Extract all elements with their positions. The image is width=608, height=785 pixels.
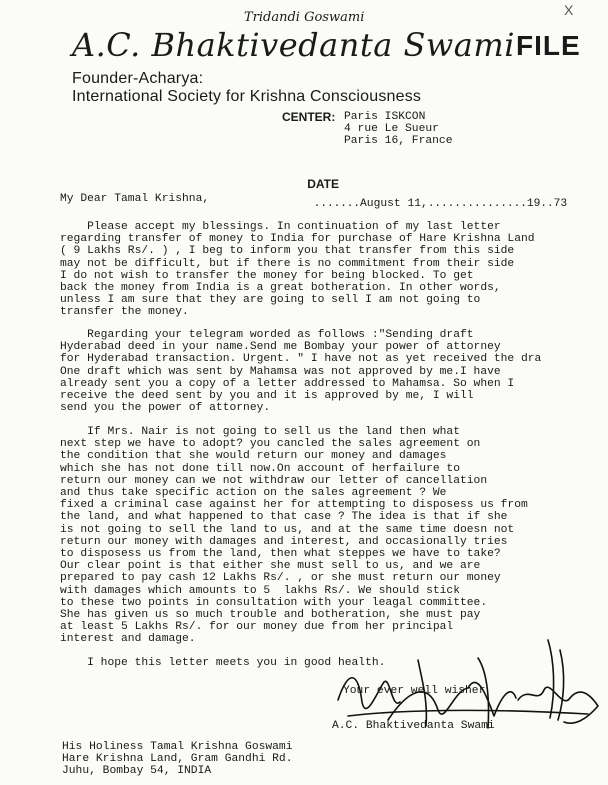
- letter-line: for Hyderabad transaction. Urgent. " I have not as yet received the dra: [60, 353, 542, 366]
- tridandi-title: Tridandi Goswami: [244, 10, 365, 25]
- letter-line: transfer the money.: [60, 306, 189, 319]
- letter-line: to disposess us from the land, then what steppes we have to take?: [60, 548, 501, 561]
- letter-line: return our money can we not withdraw our letter of cancellation: [60, 474, 488, 487]
- letter-line: Our clear point is that either she must sell to us, and we are: [60, 560, 481, 573]
- paragraph-3: [60, 426, 608, 646]
- paragraph-1: [60, 221, 608, 319]
- closing-line: Your ever well wisher: [343, 685, 486, 697]
- letter-line: prepared to pay cash 12 Lakhs Rs/. , or she must return our money: [60, 572, 501, 585]
- date-value: August 11,: [360, 198, 428, 210]
- letter-line: ( 9 Lakhs Rs/. ) , I beg to inform you that transfer from this side: [60, 245, 515, 258]
- date-year-prefix: 19: [526, 198, 541, 210]
- letter-line: Regarding your telegram worded as follows :"Sending draft: [60, 329, 474, 341]
- signature-scribble: [318, 630, 608, 740]
- address-line-3: Juhu, Bombay 54, INDIA: [62, 765, 212, 777]
- founder-acharya: Founder-Acharya:: [72, 70, 204, 87]
- center-label: CENTER:: [282, 110, 336, 124]
- signature-typed: A.C. Bhaktivedanta Swami: [332, 720, 495, 732]
- address-line-2: Hare Krishna Land, Gram Gandhi Rd.: [62, 753, 293, 765]
- society-name: International Society for Krishna Consciousness: [72, 88, 422, 105]
- letter-line: Please accept my blessings. In continuation of my last letter: [60, 221, 501, 233]
- letter-line: receive the deed sent by you and it is approved by me, I will: [60, 390, 474, 403]
- letter-line: send you the power of attorney.: [60, 402, 271, 415]
- address-line-1: His Holiness Tamal Krishna Goswami: [62, 741, 293, 753]
- letter-line: with damages which amounts to 5 lakhs Rs/. We should stick: [60, 584, 460, 597]
- file-stamp: FILE: [516, 30, 581, 61]
- center-line-3: Paris 16, France: [344, 135, 453, 147]
- letter-line: regarding transfer of money to India for purchase of Hare Krishna Land: [60, 233, 535, 246]
- paragraph-2: [60, 329, 608, 414]
- letter-line: may not be difficult, but if there is no commitment from their side: [60, 257, 515, 270]
- letter-line: is not going to sell the land to us, and at the same time doesn not: [60, 523, 515, 536]
- letter-line: fixed a criminal case against her for attempting to disposess us from: [60, 499, 528, 512]
- date-label: DATE: [307, 177, 339, 191]
- date-year-suffix: 73: [553, 198, 568, 210]
- letter-line: already sent you a copy of a letter addressed to Mahamsa. So when I: [60, 377, 515, 390]
- corner-mark: X: [564, 2, 574, 18]
- letter-line: One draft which was sent by Mahamsa was not approved by me.I have: [60, 365, 501, 378]
- letter-line: next step we have to adopt? you cancled the sales agreement on: [60, 438, 481, 451]
- letter-line: to these two points in consultation with your leagal committee.: [60, 596, 488, 609]
- letter-line: the condition that she would return our money and damages: [60, 450, 447, 463]
- letter-line: I hope this letter meets you in good health.: [60, 657, 386, 669]
- salutation: My Dear Tamal Krishna,: [60, 193, 210, 205]
- letter-line: back the money from India is a great botheration. In other words,: [60, 282, 501, 295]
- letter-line: If Mrs. Nair is not going to sell us the land then what: [60, 426, 460, 438]
- date-line: DATE .......August 11,...............19..73: [307, 177, 568, 210]
- center-line-1: Paris ISKCON: [344, 111, 426, 123]
- letter-line: unless I am sure that they are going to sell I am not going to: [60, 294, 481, 307]
- center-line-2: 4 rue Le Sueur: [344, 123, 439, 135]
- letter-line: I do not wish to transfer the money for being blocked. To get: [60, 269, 474, 282]
- letter-line: which she has not done till now.On account of herfailure to: [60, 462, 460, 475]
- letter-line: interest and damage.: [60, 633, 196, 646]
- letter-line: She has given us so much trouble and botheration, she must pay: [60, 609, 481, 622]
- letter-line: at least 5 Lakhs Rs/. for our money due from her principal: [60, 621, 454, 634]
- letter-line: Hyderabad deed in your name.Send me Bombay your power of attorney: [60, 341, 501, 354]
- letter-line: and thus take specific action on the sales agreement ? We: [60, 487, 447, 500]
- letter-line: the land, and what happened to that case ? The idea is that if she: [60, 511, 508, 524]
- letterhead-name: A.C. Bhaktivedanta Swami: [72, 26, 515, 64]
- letter-line: return our money with damages and interest, and occasionally tries: [60, 535, 508, 548]
